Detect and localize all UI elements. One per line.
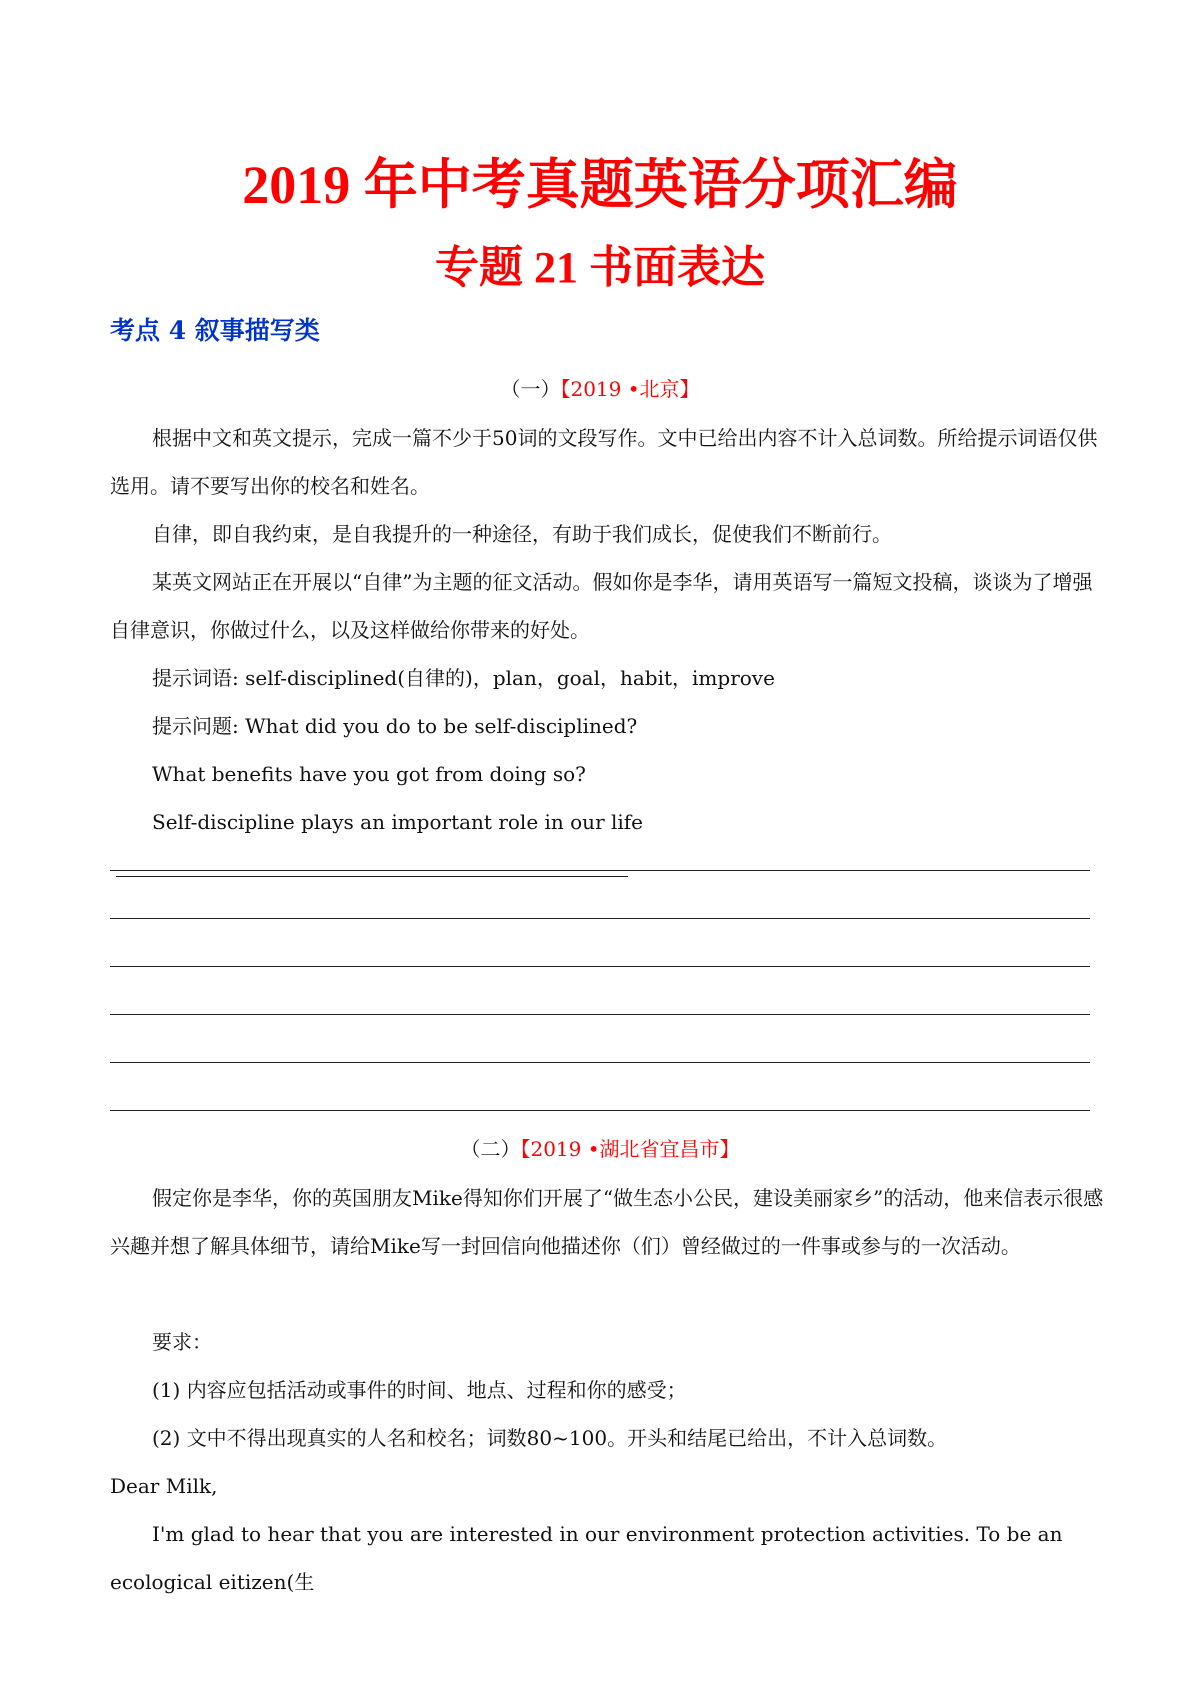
question-1-background: 自律，即自我约束，是自我提升的一种途径，有助于我们成长，促使我们不断前行。 <box>152 522 892 546</box>
document-subtitle: 专题 21 书面表达 <box>435 243 765 292</box>
question-1-instruction: 根据中文和英文提示，完成一篇不少于50词的文段写作。文中已给出内容不计入总词数。所给提示词语仅供选用。请不要写出你的校名和姓名。 <box>110 426 1098 498</box>
question-1-start-text: Self-discipline plays an important role in our life <box>152 810 644 834</box>
question-1-start-line <box>110 798 1105 894</box>
answer-line <box>110 870 1090 871</box>
question-2-number: （二） <box>460 1137 521 1161</box>
section-heading: 考点 4 叙事描写类 <box>110 316 320 345</box>
question-2-requirements-label: 要求： <box>152 1330 212 1354</box>
question-2-requirement-1: (1) 内容应包括活动或事件的时间、地点、过程和你的感受； <box>152 1378 687 1402</box>
question-2-requirement-2: (2) 文中不得出现真实的人名和校名；词数80~100。开头和结尾已给出，不计入总词数。 <box>152 1426 948 1450</box>
question-1-task: 某英文网站正在开展以“自律”为主题的征文活动。假如你是李华，请用英语写一篇短文投稿，谈谈为了增强自律意识，你做过什么，以及这样做给你带来的好处。 <box>110 570 1093 642</box>
answer-line <box>110 966 1090 967</box>
letter-opening: I'm glad to hear that you are interested in our environment protection activities. To be an ecological eitizen(生 <box>110 1522 1063 1594</box>
question-1-hint-question-2: What benefits have you got from doing so? <box>152 762 586 786</box>
question-1-hint-words: 提示词语: self-disciplined(自律的)，plan，goal，habit，improve <box>152 666 775 690</box>
question-1-source: 【2019 •北京】 <box>560 377 700 401</box>
answer-line <box>110 1014 1090 1015</box>
question-2-instruction: 假定你是李华，你的英国朋友Mike得知你们开展了“做生态小公民，建设美丽家乡”的活动，他来信表示很感兴趣并想了解具体细节，请给Mike写一封回信向他描述你（们）曾经做过的一件事或参与的一次活动。 <box>110 1186 1104 1258</box>
question-1-number: （一） <box>500 377 561 401</box>
question-2-source: 【2019 •湖北省宜昌市】 <box>520 1137 740 1161</box>
question-1-hint-question-1: 提示问题: What did you do to be self-disciplined? <box>152 714 638 738</box>
letter-greeting: Dear Milk, <box>110 1474 218 1498</box>
question-1-heading <box>0 374 1200 404</box>
answer-blank <box>116 856 628 877</box>
answer-line <box>110 1110 1090 1111</box>
answer-line <box>110 918 1090 919</box>
question-2-heading <box>0 1134 1200 1164</box>
document-title: 2019 年中考真题英语分项汇编 <box>242 155 958 215</box>
answer-line <box>110 1062 1090 1063</box>
